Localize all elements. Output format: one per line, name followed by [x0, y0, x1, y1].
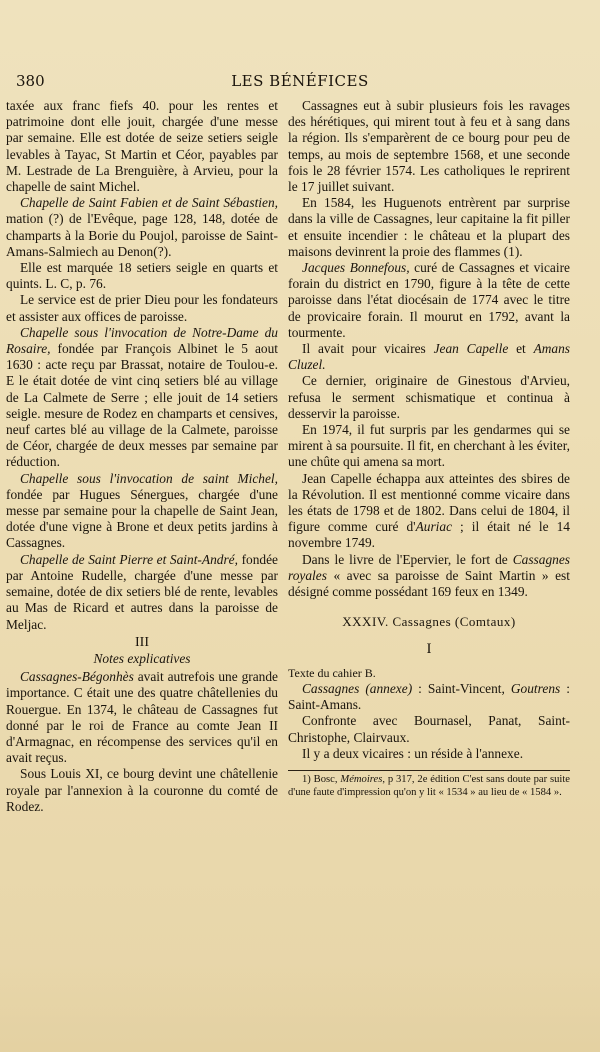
chapter-heading: XXXIV. Cassagnes (Comtaux)	[342, 614, 516, 630]
footnote	[288, 774, 570, 799]
right-paragraph-4	[288, 341, 570, 373]
right-paragraph-8	[288, 552, 570, 601]
paragraph-text: Dans le livre de l'Epervier, le fort de	[302, 551, 513, 567]
right-column	[288, 98, 570, 799]
chapel-text: fondée par François Albinet le 5 aout 1630 : acte reçu par Brassat, notaire de Toulou-e. E le était dotée de vint cinq setiers blé au village de La Calmete de Serre ; elle jouit de 14 setiers seigle. mesure de Rodez en champarts et censives, neuf cartes blé au village de la Calmete, paroisse de Céor, chargée de deux messes par semaine par réduction.	[6, 341, 278, 470]
page-number: 380	[16, 72, 45, 90]
right-paragraph-5: Ce dernier, originaire de Ginestous d'Arvieu, refusa le serment schismatique et continua à desservir la paroisse.	[288, 373, 570, 421]
section-number: III	[135, 634, 149, 650]
place-name: Goutrens	[510, 680, 561, 696]
left-paragraph-7	[6, 552, 278, 633]
right-paragraph-1: Cassagnes eut à subir plusieurs fois les ravages des hérétiques, qui mirent tout à feu et à sang dans la région. Ils s'emparèrent de ce bourg pour peu de temps, au mois de septembre 1568, et une seconde fois le 28 février 1574. Les catholiques le reprirent le 17 juillet suivant.	[288, 98, 570, 195]
chapel-title: Chapelle de Saint Pierre et Saint-André,	[20, 551, 238, 567]
left-paragraph-8	[6, 669, 278, 766]
left-column	[6, 98, 278, 815]
footnote-text: , p 317, 2e édition C'est sans doute par suite d'une faute d'impression qu'on y lit « 1534 » au lieu de « 1584 ».	[288, 773, 570, 798]
page-header	[0, 70, 600, 94]
place-name: Cassagnes-Bégonhès	[20, 669, 134, 685]
right-paragraph-7	[288, 471, 570, 552]
right-paragraph-2: En 1584, les Huguenots entrèrent par surprise dans la ville de Cassagnes, leur capitaine la fit piller et ensuite incendier : le château et la plupart des maisons devinrent la proie des flammes (1).	[288, 195, 570, 259]
page-shading	[0, 962, 600, 1052]
left-paragraph-4: Le service est de prier Dieu pour les fondateurs et assister aux offices de paroisse.	[6, 292, 278, 324]
chapel-title: Chapelle sous l'invocation de Notre-Dame du Rosaire,	[6, 324, 278, 357]
cahier-label: Texte du cahier B.	[288, 665, 376, 680]
right-paragraph-9	[288, 681, 570, 713]
paragraph-text: et	[508, 341, 534, 357]
left-paragraph-5	[6, 325, 278, 471]
paragraph-text: : Saint-Amans.	[288, 680, 570, 713]
right-paragraph-3	[288, 260, 570, 341]
chapter-number: I	[426, 640, 432, 657]
left-paragraph-3: Elle est marquée 18 setiers seigle en quarts et quints. L. C, p. 76.	[6, 260, 278, 292]
chapel-text: fondée par Antoine Rudelle, chargée d'une messe par semaine, dotée de dix setiers blé de rente, levables au Mas de Ricard et autres dans la paroisse de Meljac.	[6, 551, 279, 632]
footnote-text: 1) Bosc,	[302, 773, 341, 785]
right-paragraph-10: Confronte avec Bournasel, Panat, Saint-Christophe, Clairvaux.	[288, 713, 570, 745]
place-name: Auriac	[415, 519, 453, 535]
person-name: Amans Cluzel.	[288, 341, 571, 373]
paragraph-text: ; il était né le 14 novembre 1749.	[288, 519, 570, 551]
left-paragraph-9: Sous Louis XI, ce bourg devint une châtellenie royale par l'annexion à la couronne du comté de Rodez.	[6, 766, 278, 814]
section-title: Notes explicatives	[93, 650, 191, 666]
left-paragraph-1: taxée aux franc fiefs 40. pour les rentes et patrimoine dont elle jouit, chargée d'une messe par semaine. Elle est dotée de seize setiers seigle levables à Tayac, St Martin et Céor, payables par M. Lestrade de La Brenguière, à Arvieu, pour la chapelle de saint Michel.	[6, 98, 278, 195]
person-name: Jean Capelle	[433, 341, 509, 357]
paragraph-text: Il avait pour vicaires	[302, 341, 434, 357]
place-name: Cassagnes royales	[288, 551, 570, 583]
place-name: Cassagnes (annexe)	[302, 680, 413, 696]
right-paragraph-11: Il y a deux vicaires : un réside à l'annexe.	[302, 745, 524, 761]
left-paragraph-6	[6, 471, 278, 552]
footnote-title: Mémoires	[340, 773, 383, 785]
paragraph-text: « avec sa paroisse de Saint Martin » est désigné comme possédant 169 feux en 1349.	[288, 567, 570, 600]
footnote-divider	[288, 770, 570, 771]
chapel-title: Chapelle sous l'invocation de saint Michel,	[20, 470, 278, 486]
chapel-title: Chapelle de Saint Fabien et de Saint Sébastien,	[20, 195, 278, 211]
paragraph-text: : Saint-Vincent,	[412, 680, 511, 696]
paragraph-text: avait autrefois une grande importance. C était une des quatre châtellenies du Rouergue. En 1374, le château de Cassagnes fut donné par le roi de France au comte Jean II d'Armagnac, en récompense des services qu'il en avait reçus.	[6, 669, 278, 766]
chapel-text: fondée par Hugues Sénergues, chargée d'une messe par semaine pour la chapelle de Saint Jean, dotée d'une vigne à Brone et deux petits jardins à Cassagnes.	[6, 486, 278, 551]
right-paragraph-6: En 1974, il fut surpris par les gendarmes qui se mirent à sa poursuite. Il fit, en cherchant à les éviter, une chûte qui amena sa mort.	[288, 422, 570, 470]
paragraph-text: Jean Capelle échappa aux atteintes des sbires de la Révolution. Il est mentionné comme vicaire dans les états de 1798 et de 1802. Dans celui de 1804, il figure comme curé d'	[288, 470, 570, 535]
chapel-text: mation (?) de l'Evêque, page 128, 148, dotée de champarts à la Borie du Poujol, paroisse de Saint-Amans-Salmiech au Denon(?).	[6, 211, 278, 259]
left-paragraph-2	[6, 195, 278, 260]
paragraph-text: curé de Cassagnes et vicaire forain du district en 1790, figure à la tête de cette paroisse dans l'état diocésain de 1774 avec le titre de provicaire forain. Il mourut en 1792, avant la tourmente.	[288, 260, 570, 340]
running-title: LES BÉNÉFICES	[231, 72, 369, 90]
person-name: Jacques Bonnefous,	[302, 260, 410, 276]
